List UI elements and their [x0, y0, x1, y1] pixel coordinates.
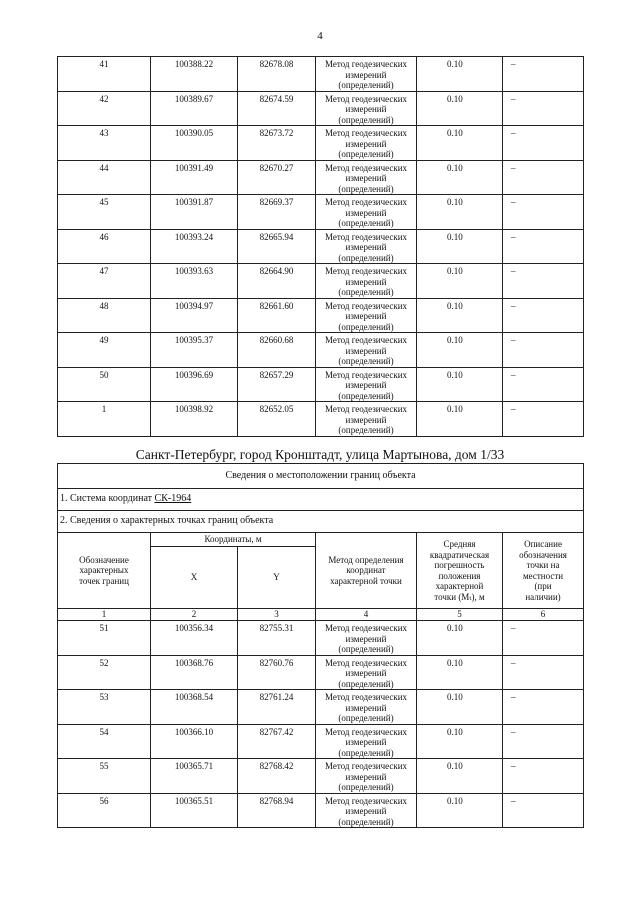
boundary-info-table	[57, 463, 584, 828]
method	[316, 655, 417, 690]
method-line: (определений)	[338, 114, 394, 125]
accuracy: 0.10	[417, 367, 503, 402]
method	[316, 690, 417, 725]
accuracy: 0.10	[417, 195, 503, 230]
point-number: 50	[58, 367, 151, 402]
description: –	[503, 160, 584, 195]
description: –	[503, 621, 584, 656]
coord-y: 82665.94	[238, 229, 316, 264]
table-title: Сведения о местоположении границ объекта	[58, 464, 584, 489]
method-line: (определений)	[338, 678, 394, 689]
point-number: 48	[58, 298, 151, 333]
coord-x: 100365.51	[151, 793, 238, 828]
method-line: (определений)	[338, 816, 394, 827]
accuracy: 0.10	[417, 57, 503, 92]
method-line: (определений)	[338, 183, 394, 194]
col-number: 4	[316, 609, 417, 621]
col-number: 6	[503, 609, 584, 621]
accuracy: 0.10	[417, 229, 503, 264]
description: –	[503, 195, 584, 230]
method-line: Метод геодезических	[324, 59, 408, 69]
method-line: (определений)	[338, 149, 394, 159]
method	[316, 793, 417, 828]
col-header-coordinates: Координаты, м	[151, 533, 316, 547]
description: –	[503, 91, 584, 126]
method	[316, 195, 417, 230]
point-number: 52	[58, 655, 151, 690]
accuracy: 0.10	[417, 160, 503, 195]
table-row	[58, 367, 584, 402]
coord-y: 82657.29	[238, 367, 316, 402]
boundary-points-table-continued	[57, 56, 584, 437]
method	[316, 229, 417, 264]
point-number: 42	[58, 91, 151, 126]
method-line: (определений)	[338, 287, 394, 297]
col-header-description: Описание обозначения точки на местности (при наличии)	[503, 533, 584, 609]
accuracy: 0.10	[417, 724, 503, 759]
table-row	[58, 402, 584, 437]
method-line: Метод геодезических	[324, 266, 408, 276]
coord-y: 82664.90	[238, 264, 316, 299]
method	[316, 402, 417, 437]
description: –	[503, 229, 584, 264]
coord-x: 100368.54	[151, 690, 238, 725]
coordinate-system-prefix: 1. Система координат	[60, 493, 155, 505]
col-number: 5	[417, 609, 503, 621]
point-number: 46	[58, 229, 151, 264]
point-number: 44	[58, 160, 151, 195]
method	[316, 333, 417, 368]
description: –	[503, 57, 584, 92]
coord-y: 82760.76	[238, 655, 316, 690]
method-line: (определений)	[338, 782, 394, 792]
method	[316, 621, 417, 656]
col-number: 1	[58, 609, 151, 621]
table-row	[58, 333, 584, 368]
method-line: Метод геодезических	[324, 197, 408, 207]
description: –	[503, 333, 584, 368]
description: –	[503, 367, 584, 402]
coord-x: 100389.67	[151, 91, 238, 126]
method-line: измерений	[345, 806, 387, 816]
table-row	[58, 91, 584, 126]
point-number: 51	[58, 621, 151, 656]
method-line: измерений	[345, 104, 387, 114]
method-line: (определений)	[338, 390, 394, 401]
coord-y: 82768.42	[238, 759, 316, 794]
coord-x: 100393.24	[151, 229, 238, 264]
method-line: (определений)	[338, 252, 394, 263]
col-header-x: X	[151, 547, 238, 609]
col-header-accuracy: Средняя квадратическая погрешность положения характерной точки (Mₜ), м	[417, 533, 503, 609]
coord-y: 82652.05	[238, 402, 316, 437]
coord-y: 82674.59	[238, 91, 316, 126]
coord-y: 82767.42	[238, 724, 316, 759]
coord-x: 100391.49	[151, 160, 238, 195]
accuracy: 0.10	[417, 621, 503, 656]
method-line: измерений	[345, 702, 387, 713]
coord-x: 100394.97	[151, 298, 238, 333]
col-header-y: Y	[238, 547, 316, 609]
page-number: 4	[317, 30, 323, 42]
table-row	[58, 793, 584, 828]
point-number: 43	[58, 126, 151, 161]
description: –	[503, 264, 584, 299]
method-line: Метод геодезических	[324, 692, 408, 702]
accuracy: 0.10	[417, 690, 503, 725]
description: –	[503, 126, 584, 161]
table-row	[58, 264, 584, 299]
accuracy: 0.10	[417, 402, 503, 437]
method-line: измерений	[345, 737, 387, 747]
point-number: 53	[58, 690, 151, 725]
table-row	[58, 690, 584, 725]
coordinate-system	[58, 489, 584, 511]
method-line: Метод геодезических	[324, 231, 408, 242]
method-line: (определений)	[338, 321, 394, 332]
method-line: измерений	[345, 345, 387, 356]
method-line: Метод геодезических	[324, 300, 408, 311]
method	[316, 367, 417, 402]
method-line: измерений	[345, 771, 387, 782]
method	[316, 91, 417, 126]
method-line: измерений	[345, 276, 387, 287]
col-header-method: Метод определения координат характерной точки	[316, 533, 417, 609]
method-line: (определений)	[338, 713, 394, 723]
description: –	[503, 690, 584, 725]
method-line: (определений)	[338, 425, 394, 435]
col-number: 2	[151, 609, 238, 621]
coord-y: 82673.72	[238, 126, 316, 161]
method-line: измерений	[345, 242, 387, 252]
accuracy: 0.10	[417, 91, 503, 126]
object-address-heading: Санкт-Петербург, город Кронштадт, улица Мартынова, дом 1/33	[135, 447, 505, 462]
table-row	[58, 621, 584, 656]
description: –	[503, 402, 584, 437]
method	[316, 126, 417, 161]
point-number: 55	[58, 759, 151, 794]
accuracy: 0.10	[417, 298, 503, 333]
table-row	[58, 57, 584, 92]
accuracy: 0.10	[417, 264, 503, 299]
accuracy: 0.10	[417, 333, 503, 368]
method-line: Метод геодезических	[324, 335, 408, 345]
method-line: измерений	[345, 668, 387, 678]
method-line: измерений	[345, 138, 387, 149]
coord-y: 82670.27	[238, 160, 316, 195]
method-line: (определений)	[338, 356, 394, 366]
coordinate-system-name: СК-1964	[154, 493, 192, 505]
method-line: Метод геодезических	[324, 404, 408, 414]
method-line: измерений	[345, 311, 387, 321]
method-line: Метод геодезических	[324, 657, 408, 668]
method	[316, 724, 417, 759]
method-line: (определений)	[338, 747, 394, 758]
coord-x: 100368.76	[151, 655, 238, 690]
coord-y: 82678.08	[238, 57, 316, 92]
method-line: Метод геодезических	[324, 761, 408, 771]
method-line: Метод геодезических	[324, 369, 408, 380]
coord-y: 82661.60	[238, 298, 316, 333]
coord-x: 100365.71	[151, 759, 238, 794]
coord-x: 100356.34	[151, 621, 238, 656]
method-line: Метод геодезических	[324, 795, 408, 806]
table-row	[58, 195, 584, 230]
coord-y: 82761.24	[238, 690, 316, 725]
point-number: 47	[58, 264, 151, 299]
table-row	[58, 724, 584, 759]
method-line: (определений)	[338, 80, 394, 90]
description: –	[503, 793, 584, 828]
table-row	[58, 229, 584, 264]
point-number: 49	[58, 333, 151, 368]
coord-x: 100390.05	[151, 126, 238, 161]
method	[316, 57, 417, 92]
col-header-point-designation: Обозначение характерных точек границ	[58, 533, 151, 609]
coord-x: 100391.87	[151, 195, 238, 230]
coord-x: 100388.22	[151, 57, 238, 92]
method-line: Метод геодезических	[324, 623, 408, 633]
section-2-title: 2. Сведения о характерных точках границ объекта	[58, 511, 584, 533]
method-line: Метод геодезических	[324, 93, 408, 104]
table-row	[58, 126, 584, 161]
method-line: измерений	[345, 69, 387, 80]
method	[316, 298, 417, 333]
point-number: 41	[58, 57, 151, 92]
table-row	[58, 655, 584, 690]
accuracy: 0.10	[417, 793, 503, 828]
accuracy: 0.10	[417, 655, 503, 690]
table-row	[58, 298, 584, 333]
description: –	[503, 655, 584, 690]
point-number: 54	[58, 724, 151, 759]
description: –	[503, 759, 584, 794]
coord-x: 100395.37	[151, 333, 238, 368]
table-row	[58, 160, 584, 195]
coord-x: 100366.10	[151, 724, 238, 759]
coord-y: 82660.68	[238, 333, 316, 368]
method-line: Метод геодезических	[324, 162, 408, 173]
accuracy: 0.10	[417, 126, 503, 161]
method-line: (определений)	[338, 644, 394, 654]
point-number: 45	[58, 195, 151, 230]
coord-y: 82755.31	[238, 621, 316, 656]
coord-x: 100398.92	[151, 402, 238, 437]
point-number: 56	[58, 793, 151, 828]
method-line: (определений)	[338, 218, 394, 228]
method-line: Метод геодезических	[324, 726, 408, 737]
method-line: измерений	[345, 207, 387, 218]
point-number: 1	[58, 402, 151, 437]
description: –	[503, 724, 584, 759]
method-line: Метод геодезических	[324, 128, 408, 138]
method-line: измерений	[345, 380, 387, 390]
method-line: измерений	[345, 633, 387, 644]
col-number: 3	[238, 609, 316, 621]
description: –	[503, 298, 584, 333]
coord-x: 100393.63	[151, 264, 238, 299]
coord-y: 82669.37	[238, 195, 316, 230]
method	[316, 160, 417, 195]
accuracy: 0.10	[417, 759, 503, 794]
coord-y: 82768.94	[238, 793, 316, 828]
method	[316, 759, 417, 794]
method	[316, 264, 417, 299]
table-row	[58, 759, 584, 794]
method-line: измерений	[345, 414, 387, 425]
coord-x: 100396.69	[151, 367, 238, 402]
method-line: измерений	[345, 173, 387, 183]
